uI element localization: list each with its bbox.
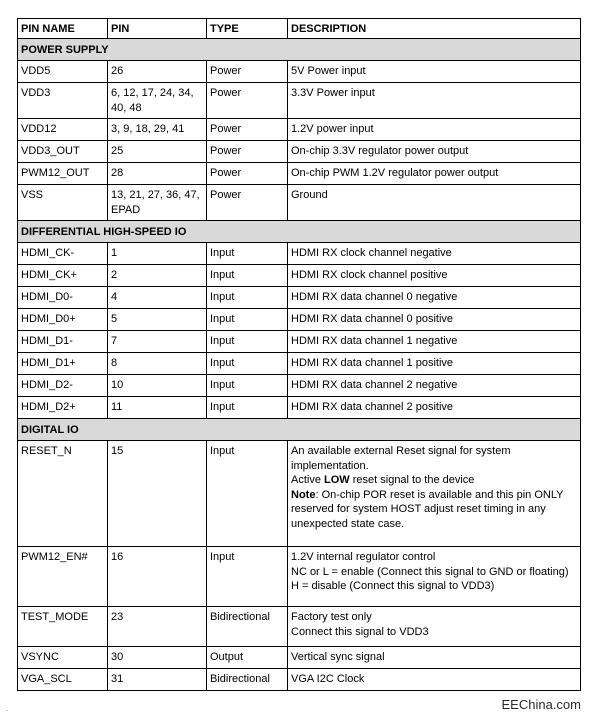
description-cell [288, 669, 581, 691]
description-cell [288, 397, 581, 419]
pin-number-cell: 26 [108, 61, 207, 83]
pin-name-cell: VDD5 [18, 61, 108, 83]
pin-number-cell: 30 [108, 647, 207, 669]
pin-type-cell: Input [207, 331, 288, 353]
description-line: Connect this signal to VDD3 [291, 625, 429, 638]
pin-number-cell: 15 [108, 441, 207, 547]
pin-name-cell: HDMI_CK+ [18, 265, 108, 287]
emphasis-text: LOW [324, 474, 350, 486]
watermark: EEChina.com [501, 697, 581, 712]
pin-name-cell: TEST_MODE [18, 607, 108, 647]
table-row [18, 83, 581, 119]
table-row [18, 119, 581, 141]
pin-number-cell: 7 [108, 331, 207, 353]
pin-type-cell: Power [207, 185, 288, 221]
pin-name-cell: VDD12 [18, 119, 108, 141]
pin-type-cell: Input [207, 353, 288, 375]
pin-name-cell: HDMI_D2+ [18, 397, 108, 419]
description-line: HDMI RX clock channel positive [291, 269, 448, 281]
description-line: HDMI RX clock channel negative [291, 247, 452, 259]
pin-type-cell: Input [207, 547, 288, 607]
pin-type-cell: Input [207, 309, 288, 331]
table-row [18, 353, 581, 375]
table-header-row [18, 19, 581, 39]
table-row [18, 441, 581, 547]
description-line [291, 473, 577, 488]
section-title: DIGITAL IO [18, 419, 581, 441]
table-row [18, 547, 581, 607]
description-cell [288, 287, 581, 309]
description-text: : On-chip POR reset is available and this pin ONLY reserved for system HOST adjust reset timing in any unexpected state case. [291, 488, 564, 530]
description-cell [288, 309, 581, 331]
pin-name-cell: RESET_N [18, 441, 108, 547]
pin-type-cell: Power [207, 61, 288, 83]
description-cell [288, 141, 581, 163]
pin-type-cell: Power [207, 141, 288, 163]
pin-description-table [17, 18, 581, 691]
description-cell [288, 353, 581, 375]
pin-name-cell: HDMI_D0- [18, 287, 108, 309]
description-line: On-chip 3.3V regulator power output [291, 145, 469, 157]
note-label: Note [291, 488, 316, 501]
pin-type-cell: Input [207, 441, 288, 547]
pin-name-cell: VGA_SCL [18, 669, 108, 691]
pin-number-cell: 13, 21, 27, 36, 47, EPAD [108, 185, 207, 221]
pin-number-cell: 6, 12, 17, 24, 34, 40, 48 [108, 83, 207, 119]
description-cell [288, 119, 581, 141]
table-row [18, 607, 581, 647]
description-line: HDMI RX data channel 2 positive [291, 401, 454, 413]
description-cell [288, 607, 581, 647]
description-line: 1.2V power input [291, 123, 374, 135]
section-row [18, 221, 581, 243]
pin-name-cell: VDD3 [18, 83, 108, 119]
description-line: Factory test only [291, 611, 372, 623]
pin-number-cell: 4 [108, 287, 207, 309]
pin-type-cell: Input [207, 397, 288, 419]
corner-mark: . [6, 704, 9, 713]
pin-number-cell: 23 [108, 607, 207, 647]
pin-type-cell: Power [207, 83, 288, 119]
description-line: HDMI RX data channel 1 negative [291, 335, 458, 347]
header-pin: PIN [108, 19, 207, 39]
section-row [18, 39, 581, 61]
section-row [18, 419, 581, 441]
description-line: Vertical sync signal [291, 651, 385, 663]
pin-number-cell: 2 [108, 265, 207, 287]
description-cell [288, 163, 581, 185]
table-row [18, 243, 581, 265]
pin-type-cell: Input [207, 375, 288, 397]
table-row [18, 61, 581, 83]
description-line: HDMI RX data channel 1 positive [291, 357, 454, 369]
description-line: 3.3V Power input [291, 87, 375, 99]
pin-name-cell: HDMI_D1+ [18, 353, 108, 375]
section-title: DIFFERENTIAL HIGH-SPEED IO [18, 221, 581, 243]
pin-number-cell: 5 [108, 309, 207, 331]
description-line: On-chip PWM 1.2V regulator power output [291, 167, 499, 179]
pin-number-cell: 31 [108, 669, 207, 691]
description-cell [288, 547, 581, 607]
pin-name-cell: VDD3_OUT [18, 141, 108, 163]
pin-name-cell: VSYNC [18, 647, 108, 669]
pin-name-cell: HDMI_CK- [18, 243, 108, 265]
table-row [18, 309, 581, 331]
description-line: Ground [291, 189, 328, 201]
description-cell [288, 243, 581, 265]
header-pin-name: PIN NAME [18, 19, 108, 39]
description-cell [288, 185, 581, 221]
pin-type-cell: Power [207, 163, 288, 185]
description-line: 1.2V internal regulator control [291, 551, 436, 563]
pin-number-cell: 10 [108, 375, 207, 397]
header-description: DESCRIPTION [288, 19, 581, 39]
description-cell [288, 375, 581, 397]
pin-number-cell: 1 [108, 243, 207, 265]
description-cell [288, 331, 581, 353]
table-row [18, 375, 581, 397]
pin-number-cell: 8 [108, 353, 207, 375]
table-row [18, 287, 581, 309]
table-row [18, 141, 581, 163]
pin-type-cell: Bidirectional [207, 669, 288, 691]
pin-number-cell: 16 [108, 547, 207, 607]
description-line: 5V Power input [291, 65, 366, 77]
description-line: H = disable (Connect this signal to VDD3) [291, 580, 495, 592]
pin-number-cell: 28 [108, 163, 207, 185]
description-line: HDMI RX data channel 0 negative [291, 291, 458, 303]
pin-name-cell: HDMI_D2- [18, 375, 108, 397]
pin-type-cell: Input [207, 287, 288, 309]
description-line: NC or L = enable (Connect this signal to GND or floating) [291, 565, 569, 578]
pin-type-cell: Input [207, 265, 288, 287]
pin-type-cell: Bidirectional [207, 607, 288, 647]
pin-name-cell: PWM12_EN# [18, 547, 108, 607]
description-cell [288, 647, 581, 669]
description-line: VGA I2C Clock [291, 673, 365, 685]
description-text: Active [291, 474, 325, 486]
description-cell [288, 441, 581, 547]
table-body [18, 39, 581, 691]
table-row [18, 647, 581, 669]
description-line [291, 488, 577, 532]
pin-number-cell: 3, 9, 18, 29, 41 [108, 119, 207, 141]
pin-type-cell: Input [207, 243, 288, 265]
table-row [18, 397, 581, 419]
description-line: HDMI RX data channel 2 negative [291, 379, 458, 391]
section-title: POWER SUPPLY [18, 39, 581, 61]
table-row [18, 265, 581, 287]
table-row [18, 669, 581, 691]
pin-name-cell: HDMI_D1- [18, 331, 108, 353]
description-line: HDMI RX data channel 0 positive [291, 313, 454, 325]
description-text: reset signal to the device [349, 474, 475, 486]
header-type: TYPE [207, 19, 288, 39]
description-line: An available external Reset signal for system implementation. [291, 445, 511, 472]
table-row [18, 163, 581, 185]
table-row [18, 185, 581, 221]
pin-type-cell: Output [207, 647, 288, 669]
pin-name-cell: PWM12_OUT [18, 163, 108, 185]
pin-name-cell: HDMI_D0+ [18, 309, 108, 331]
table-row [18, 331, 581, 353]
pin-type-cell: Power [207, 119, 288, 141]
description-cell [288, 83, 581, 119]
pin-number-cell: 11 [108, 397, 207, 419]
description-cell [288, 61, 581, 83]
pin-number-cell: 25 [108, 141, 207, 163]
description-cell [288, 265, 581, 287]
pin-name-cell: VSS [18, 185, 108, 221]
